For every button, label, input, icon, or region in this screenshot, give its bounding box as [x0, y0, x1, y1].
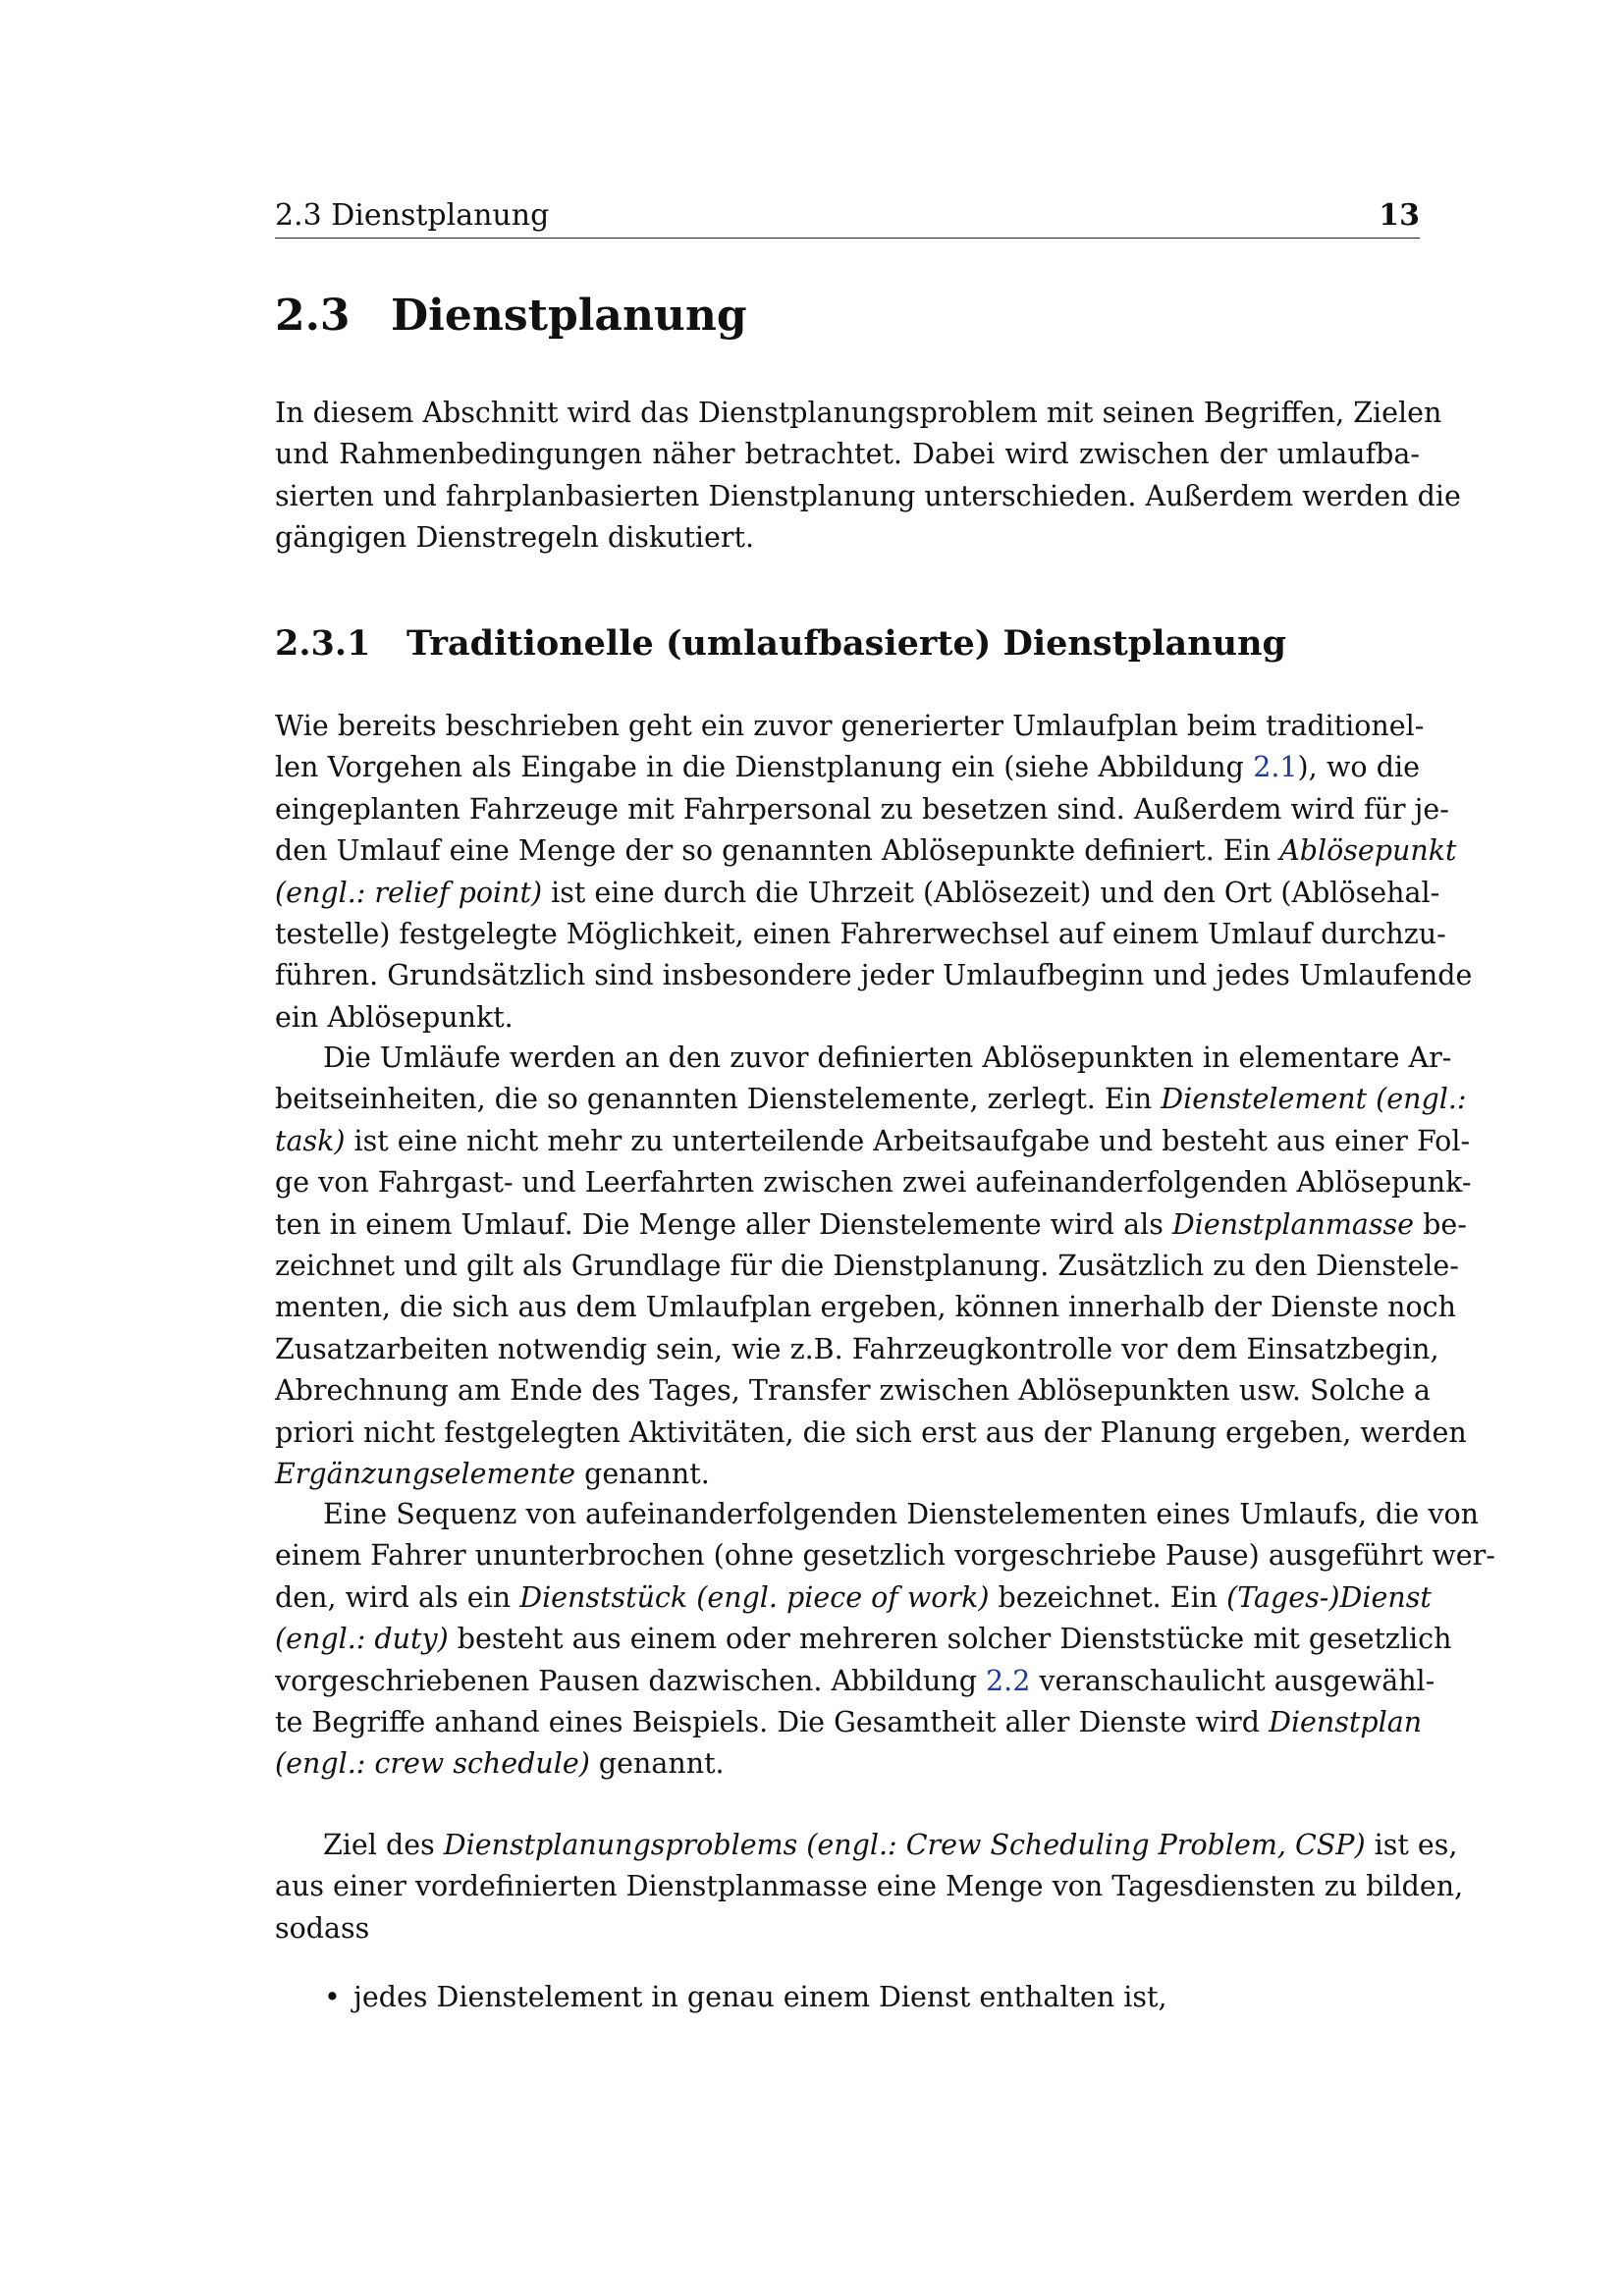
text-line	[275, 1121, 1471, 1162]
text-line: sodass	[275, 1911, 370, 1945]
text-line	[275, 1743, 1420, 1785]
emphasis-term: Dienstelement (engl.:	[1161, 1083, 1467, 1116]
section-title: Dienstplanung	[391, 291, 747, 341]
text-line	[275, 873, 1440, 914]
emphasis-term: (engl.: relief point)	[275, 876, 543, 909]
text-line: und Rahmenbedingungen näher betrachtet. Dabei wird zwischen der umlaufba-	[275, 438, 1420, 471]
text-line: aus einer vordefinierten Dienstplanmasse eine Menge von Tagesdiensten zu bilden,	[275, 1870, 1464, 1903]
text-line: priori nicht festgelegten Aktivitäten, die sich erst aus der Planung ergeben, werden	[275, 1415, 1467, 1449]
text-run: beitseinheiten, die so genannten Dienstelemente, zerlegt. Ein	[275, 1083, 1162, 1116]
bullet-list-item	[324, 1977, 1167, 2018]
text-line: Zusatzarbeiten notwendig sein, wie z.B. Fahrzeugkontrolle vor dem Einsatzbegin,	[275, 1332, 1439, 1365]
text-run: ist eine nicht mehr zu unterteilende Arbeitsaufgabe und besteht aus einer Fol-	[345, 1124, 1471, 1157]
text-line: testelle) festgelegte Möglichkeit, einen Fahrerwechsel auf einem Umlauf durchzu-	[275, 917, 1446, 950]
subsection-title: Traditionelle (umlaufbasierte) Dienstplanung	[406, 623, 1287, 664]
intro-paragraph	[275, 393, 1461, 560]
text-line: eingeplanten Fahrzeuge mit Fahrpersonal zu besetzen sind. Außerdem wird für je-	[275, 792, 1449, 826]
text-line: Die Umläufe werden an den zuvor definierten Ablösepunkten in elementare Ar-	[323, 1041, 1452, 1074]
emphasis-term: (engl.: duty)	[275, 1623, 449, 1656]
text-line	[275, 1825, 1458, 1866]
emphasis-term: Dienstplanungsproblems (engl.: Crew Scheduling Problem, CSP)	[443, 1829, 1366, 1861]
emphasis-term: task)	[275, 1124, 346, 1157]
emphasis-term: (engl.: crew schedule)	[275, 1747, 590, 1781]
figure-reference-2-1[interactable]: 2.1	[1253, 751, 1298, 784]
text-line: Abrechnung am Ende des Tages, Transfer zwischen Ablösepunkten usw. Solche a	[275, 1374, 1431, 1408]
text-run: ist es,	[1365, 1829, 1458, 1861]
emphasis-term: Dienstplan	[1269, 1705, 1423, 1738]
emphasis-term: Ergänzungselemente	[275, 1457, 576, 1490]
emphasis-term: (Tages-)Dienst	[1226, 1580, 1432, 1614]
subsection-number: 2.3.1	[275, 623, 371, 664]
text-run: genannt.	[575, 1457, 710, 1490]
text-line: Eine Sequenz von aufeinanderfolgenden Dienstelementen eines Umlaufs, die von	[323, 1498, 1479, 1530]
text-line	[275, 830, 1457, 872]
text-run: be-	[1414, 1207, 1467, 1241]
text-line: sierten und fahrplanbasierten Dienstplanung unterschieden. Außerdem werden die	[275, 479, 1461, 512]
paragraph-1	[275, 706, 1473, 1039]
text-line	[275, 1204, 1467, 1246]
text-line: ge von Fahrgast- und Leerfahrten zwischen zwei aufeinanderfolgenden Ablösepunk-	[275, 1166, 1472, 1200]
text-run: veranschaulicht ausgewähl-	[1030, 1664, 1435, 1697]
text-line: ein Ablösepunkt.	[275, 1000, 514, 1034]
paragraph-2	[275, 1038, 1472, 1495]
emphasis-term: Ablösepunkt	[1279, 834, 1457, 868]
text-run: ), wo die	[1297, 751, 1421, 784]
text-run: ten in einem Umlauf. Die Menge aller Dienstelemente wird als	[275, 1207, 1172, 1241]
text-run: ist eine durch die Uhrzeit (Ablösezeit) und den Ort (Ablösehal-	[542, 876, 1440, 909]
text-line	[275, 1079, 1467, 1120]
text-run: len Vorgehen als Eingabe in die Dienstplanung ein (siehe Abbildung	[275, 751, 1254, 784]
text-line: führen. Grundsätzlich sind insbesondere jeder Umlaufbeginn und jedes Umlaufende	[275, 959, 1473, 992]
text-line: gängigen Dienstregeln diskutiert.	[275, 521, 755, 555]
section-heading	[275, 291, 747, 341]
text-run: Ziel des	[323, 1829, 444, 1861]
subsection-heading	[275, 623, 1286, 664]
text-line: Wie bereits beschrieben geht ein zuvor generierter Umlaufplan beim traditionel-	[275, 710, 1425, 742]
text-line: menten, die sich aus dem Umlaufplan ergeben, können innerhalb der Dienste noch	[275, 1291, 1456, 1324]
text-line	[275, 1454, 1420, 1495]
section-number: 2.3	[275, 291, 351, 341]
text-run: te Begriffe anhand eines Beispiels. Die Gesamtheit aller Dienste wird	[275, 1705, 1270, 1738]
text-line	[275, 747, 1420, 788]
text-line	[275, 1661, 1435, 1702]
text-line: In diesem Abschnitt wird das Dienstplanungsproblem mit seinen Begriffen, Zielen	[275, 397, 1442, 429]
running-header-title: 2.3 Dienstplanung	[275, 198, 550, 233]
bullet-text: jedes Dienstelement in genau einem Dienst enthalten ist,	[353, 1981, 1167, 2013]
text-line	[275, 1619, 1452, 1660]
text-run: den, wird als ein	[275, 1580, 520, 1614]
running-header	[275, 194, 1420, 239]
text-line: zeichnet und gilt als Grundlage für die Dienstplanung. Zusätzlich zu den Dienstele-	[275, 1249, 1459, 1282]
text-run: besteht aus einem oder mehreren solcher Dienststücke mit gesetzlich	[448, 1623, 1452, 1656]
text-line	[275, 1577, 1432, 1619]
text-run: vorgeschriebenen Pausen dazwischen. Abbildung	[275, 1664, 987, 1697]
text-run: bezeichnet. Ein	[989, 1580, 1227, 1614]
paragraph-3	[275, 1494, 1495, 1786]
emphasis-term: Dienstplanmasse	[1171, 1207, 1415, 1241]
text-line: einem Fahrer ununterbrochen (ohne gesetzlich vorgeschriebe Pause) ausgeführt wer-	[275, 1539, 1495, 1573]
text-line	[275, 1702, 1423, 1743]
text-run: den Umlauf eine Menge der so genannten Ablösepunkte definiert. Ein	[275, 834, 1280, 868]
figure-reference-2-2[interactable]: 2.2	[986, 1664, 1031, 1697]
page-number: 13	[1379, 198, 1420, 233]
bullet-icon: •	[324, 1981, 341, 2013]
emphasis-term: Dienststück (engl. piece of work)	[519, 1580, 990, 1614]
text-run: genannt.	[589, 1747, 725, 1781]
paragraph-4	[275, 1825, 1464, 1949]
